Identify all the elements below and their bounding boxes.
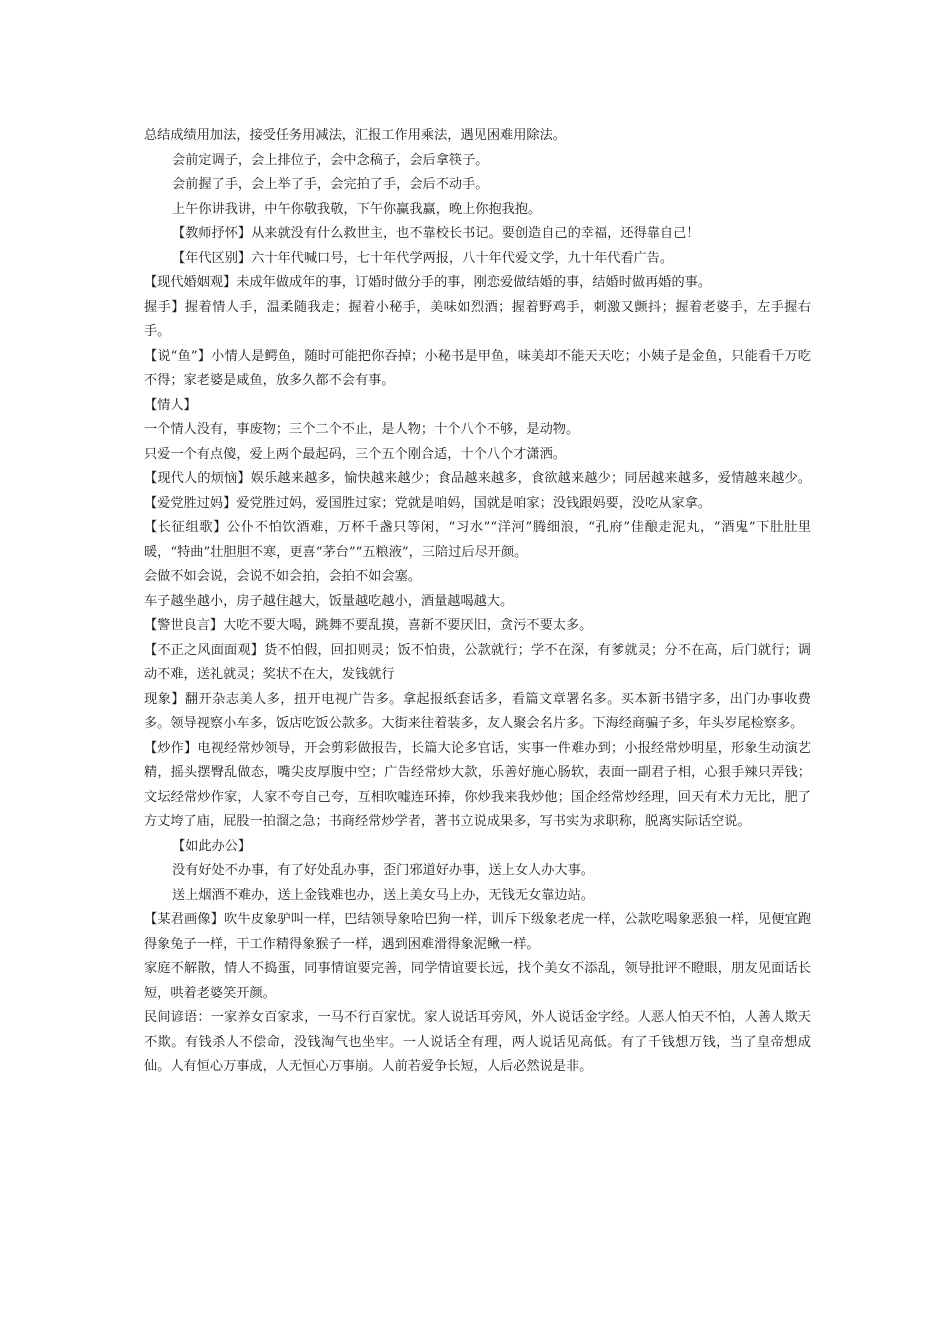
paragraph-11: 一个情人没有，事废物；三个二个不止，是人物；十个八个不够，是动物。 (144, 422, 580, 437)
paragraph-20: 【炒作】电视经常炒领导，开会剪彩做报告，长篇大论多官话，实事一件难办到；小报经常炒明星，形象生动演艺精，摇头摆臀乱做态，嘴尖皮厚腹中空；广告经常炒大款，乐善好施心肠软，表面一副君子相，心狠手辣只弄钱；文坛经常炒作家，人家不夸自己夸，互相吹嘘连环捧，你炒我来我炒他；国企经常炒经理，回天有术力无比，肥了方丈垮了庙，屁股一拍溜之急；书商经常炒学者，著书立说成果多，写书实为求职称，脱离实际话空说。 (144, 740, 811, 829)
paragraph-2: 会前定调子，会上排位子，会中念稿子，会后拿筷子。 (172, 152, 489, 168)
paragraph-15: 会做不如会说，会说不如会拍，会拍不如会塞。 (144, 569, 421, 584)
paragraph-3: 会前握了手，会上举了手，会完拍了手，会后不动手。 (172, 177, 489, 192)
paragraph-24: 【某君画像】吹牛皮象驴叫一样，巴结领导象哈巴狗一样，训斥下级象老虎一样，公款吃喝象恶狼一样，见便宜跑得象兔子一样，干工作精得象猴子一样，遇到困难滑得象泥鳅一样。 (144, 912, 811, 952)
paragraph-25: 家庭不解散，情人不捣蛋，同事情谊要完善，同学情谊要长远，找个美女不添乱，领导批评不瞪眼，朋友见面话长短，哄着老婆笑开颜。 (144, 961, 811, 1001)
paragraph-14: 【长征组歌】公仆不怕饮酒难，万杯千盏只等闲，“习水”“洋河”腾细浪，“孔府”佳酿走泥丸，“酒鬼”下肚肚里暖，“特曲”壮胆胆不寒，更喜“茅台”“五粮液”，三陪过后尽开颜。 (144, 520, 811, 560)
paragraph-21: 【如此办公】 (172, 838, 252, 854)
paragraph-12: 只爱一个有点傻，爱上两个最起码，三个五个刚合适，十个八个才潇洒。 (144, 446, 566, 462)
paragraph-18: 【不正之风面面观】货不怕假，回扣则灵；饭不怕贵，公款就行；学不在深，有爹就灵；分不在高，后门就行；调动不难，送礼就灵；奖状不在大，发钱就行 (144, 642, 811, 682)
paragraph-26: 民间谚语：一家养女百家求，一马不行百家忧。家人说话耳旁风，外人说话金字经。人恶人怕天不怕，人善人欺天不欺。有钱杀人不偿命，没钱淘气也坐牢。一人说话全有理，两人说话见高低。有了千钱想万钱，当了皇帝想成仙。人有恒心万事成，人无恒心万事崩。人前若爱争长短，人后必然说是非。 (144, 1010, 811, 1074)
paragraph-5: 【教师抒怀】从来就没有什么救世主，也不靠校长书记。要创造自己的幸福，还得靠自己！ (172, 226, 700, 241)
paragraph-13: 【现代人的烦恼】娱乐越来越多，愉快越来越少；食品越来越多，食欲越来越少；同居越来越多，爱情越来越少。【爱党胜过妈】爱党胜过妈，爱国胜过家；党就是咱妈，国就是咱家；没钱跟妈要，没吃从家拿。 (144, 471, 811, 511)
paragraph-10: 【情人】 (144, 397, 197, 413)
paragraph-9: 【说“鱼”】小情人是鳄鱼，随时可能把你吞掉；小秘书是甲鱼，味美却不能天天吃；小姨子是金鱼，只能看千万吃不得；家老婆是咸鱼，放多久都不会有事。 (144, 348, 811, 388)
paragraph-4: 上午你讲我讲，中午你敬我敬，下午你赢我赢，晚上你抱我抱。 (172, 201, 542, 217)
paragraph-6: 【年代区别】六十年代喊口号，七十年代学两报，八十年代爱文学，九十年代看广告。 (172, 250, 674, 266)
paragraph-16: 车子越坐越小，房子越住越大，饭量越吃越小，酒量越喝越大。 (144, 593, 514, 609)
paragraph-17: 【警世良言】大吃不要大喝，跳舞不要乱摸，喜新不要厌旧，贪污不要太多。 (144, 618, 593, 633)
paragraph-23: 送上烟酒不难办，送上金钱难也办，送上美女马上办，无钱无女靠边站。 (172, 887, 594, 903)
document-page (144, 124, 811, 1080)
paragraph-1: 总结成绩用加法，接受任务用减法，汇报工作用乘法，遇见困难用除法。 (144, 128, 566, 143)
paragraph-7: 【现代婚姻观】未成年做成年的事，订婚时做分手的事，刚恋爱做结婚的事，结婚时做再婚的事。 (144, 275, 712, 290)
paragraph-19: 现象】翻开杂志美人多，扭开电视广告多。拿起报纸套话多，看篇文章署名多。买本新书错字多，出门办事收费多。领导视察小车多，饭店吃饭公款多。大街来往着装多，友人聚会名片多。下海经商骗子多，年头岁尾检察多。 (144, 691, 811, 731)
paragraph-22: 没有好处不办事，有了好处乱办事，歪门邪道好办事，送上女人办大事。 (172, 863, 594, 878)
paragraph-8: 握手】握着情人手，温柔随我走；握着小秘手，美味如烈酒；握着野鸡手，刺激又颤抖；握着老婆手，左手握右手。 (144, 299, 811, 339)
